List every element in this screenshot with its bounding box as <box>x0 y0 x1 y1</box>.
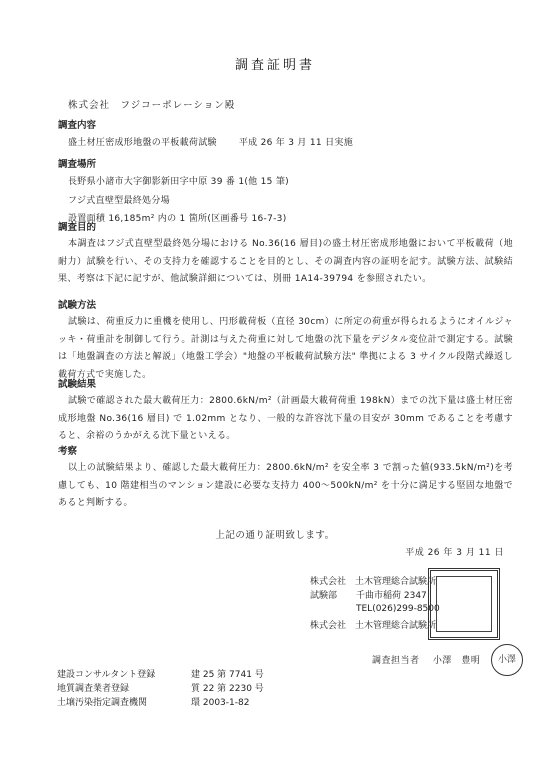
location-line: フジ式直壁型最終処分場 <box>68 195 170 206</box>
registration-value: 建 25 第 7741 号 <box>191 670 264 680</box>
issuer-block <box>310 576 440 617</box>
issue-date: 平成 26 年 3 月 11 日 <box>405 548 504 558</box>
section-body: 本調査はフジ式直壁型最終処分場における No.36(16 層目)の盛土材圧密成形地盤において平板載荷（地耐力）試験を行い、その支持力を確認することを目的とし、その調査内容の証明を記す。試験方法、試験結果、考察は下記に記すが、他試験詳細については、別冊 1A14-39794 を参照されたい。 <box>58 239 513 284</box>
seal-text: 小澤 <box>497 655 516 665</box>
section-purpose <box>58 219 513 289</box>
section-body: 試験で確認された最大載荷圧力：2800.6kN/m²（計画最大載荷荷重 198kN）までの沈下量は盛土材圧密成形地盤 No.36(16 層目) で 1.02mm となり、一般的な許容沈下量の目安が 30mm であることを考慮すると、余裕のうかがえる沈下量といえる。 <box>58 396 513 441</box>
registration-value: 環 2003-1-82 <box>191 698 250 708</box>
section-heading: 考察 <box>58 446 78 457</box>
registration-label: 建設コンサルタント登録 <box>57 670 156 680</box>
person-label: 調査担当者 <box>372 656 420 666</box>
registration-row <box>57 696 264 710</box>
content-date: 平成 26 年 3 月 11 日実施 <box>238 138 354 148</box>
content-line <box>58 134 513 153</box>
issuer-dept: 試験部 <box>310 590 338 601</box>
document-title: 調査証明書 <box>234 58 315 73</box>
recipient: 株式会社 フジコーポレーション殿 <box>68 100 236 111</box>
closing-statement: 上記の通り証明致します。 <box>215 530 335 541</box>
issuer-company: 株式会社 土木管理総合試験所 <box>310 577 437 587</box>
location-line: 長野県小諸市大字御影新田字中原 39 番 1(他 15 筆) <box>68 177 289 187</box>
section-body: 以上の試験結果より、確認した最大載荷圧力：2800.6kN/m² を安全率 3 で割った値(933.5kN/m²)を考慮しても、10 階建相当のマンション建設に必要な支持力 400～500kN/m² を十分に満足する堅固な地盤であると判断する。 <box>58 463 513 508</box>
issuer-tel: TEL(026)299-8500 <box>356 604 440 614</box>
section-location <box>58 156 513 229</box>
issuer-address-line <box>310 590 440 604</box>
registration-row <box>57 682 264 696</box>
company-seal-stamp <box>428 568 500 640</box>
person-in-charge <box>372 653 480 666</box>
section-content <box>58 117 513 153</box>
issuer-tel-line <box>310 603 440 617</box>
section-heading: 調査内容 <box>58 120 97 131</box>
location-line: 設置面積 16,185m² 内の 1 箇所(区画番号 16-7-3) <box>68 214 287 224</box>
section-heading: 試験結果 <box>58 379 97 390</box>
registration-value: 質 22 第 2230 号 <box>191 684 264 694</box>
person-name: 小澤 豊明 <box>432 656 481 666</box>
registration-label: 土壌汚染指定調査機関 <box>57 698 148 708</box>
issuer-address: 千曲市稲荷 2347 <box>356 590 427 601</box>
section-heading: 試験方法 <box>58 300 97 311</box>
issuer-company-second: 株式会社 土木管理総合試験所 <box>310 621 437 631</box>
section-result <box>58 376 513 446</box>
section-method <box>58 297 513 384</box>
section-discussion <box>58 443 513 513</box>
section-heading: 調査場所 <box>58 159 97 170</box>
registration-label: 地質調査業者登録 <box>57 684 130 694</box>
registrations-list <box>57 668 264 710</box>
content-text: 盛土材圧密成形地盤の平板載荷試験 <box>68 138 217 148</box>
section-heading: 調査目的 <box>58 222 97 233</box>
personal-seal-stamp <box>491 644 523 676</box>
registration-row <box>57 668 264 682</box>
section-body: 試験は、荷重反力に重機を使用し、円形載荷板（直径 30cm）に所定の荷重が得られるようにオイルジャッキ・荷重計を制御して行う。計測は与えた荷重に対して地盤の沈下量をデジタル変位計で測定する。試験は「地盤調査の方法と解説」（地盤工学会）"地盤の平板載荷試験方法" 準拠による 3 サイクル段階式繰返し載荷方式で実施した。 <box>58 317 513 380</box>
